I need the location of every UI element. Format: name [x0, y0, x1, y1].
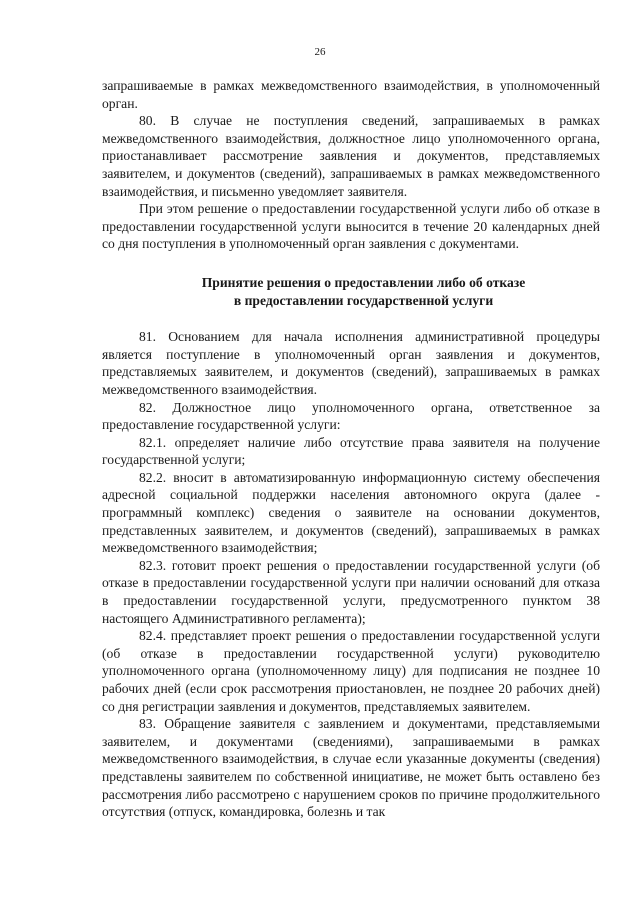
paragraph-82-2: 82.2. вносит в автоматизированную информационную систему обеспечения адресной социальной поддержки населения автономного округа (далее - программный комплекс) сведения о заявителе на основании документов, представленных заявителем, и документов (сведений), запрашиваемых в рамках межведомственного взаимодействия;: [102, 469, 600, 556]
section-heading-line-1: Принятие решения о предоставлении либо об отказе: [201, 274, 526, 290]
paragraph-82-3: 82.3. готовит проект решения о предоставлении государственной услуги (об отказе в предоставлении государственной услуги при наличии оснований для отказа в предоставлении государственной услуги, предусмотренного пунктом 38 настоящего Административного регламента);: [102, 557, 600, 626]
paragraph-80: 80. В случае не поступления сведений, запрашиваемых в рамках межведомственного взаимодействия, должностное лицо уполномоченного органа, приостанавливает рассмотрение заявления и документов, представляемых заявителем, и документов (сведений), запрашиваемых в рамках межведомственного взаимодействия, и письменно уведомляет заявителя.: [102, 113, 600, 199]
section-heading: [102, 274, 600, 309]
paragraph-continuation: запрашиваемые в рамках межведомственного взаимодействия, в уполномоченный орган.: [102, 78, 600, 111]
document-body: [102, 77, 600, 821]
paragraph-82-4: 82.4. представляет проект решения о предоставлении государственной услуги (об отказе в предоставлении государственной услуги) руководителю уполномоченного органа (уполномоченному лицу) для подписания не позднее 10 рабочих дней (если срок рассмотрения приостановлен, не позднее 20 рабочих дней) со дня регистрации заявления и документов, представляемых заявителем.: [102, 628, 600, 714]
paragraph-82-1: 82.1. определяет наличие либо отсутствие права заявителя на получение государственной услуги;: [102, 434, 600, 468]
page-number: 26: [314, 46, 326, 58]
paragraph-decision-term: При этом решение о предоставлении государственной услуги либо об отказе в предоставлении государственной услуги выносится в течение 20 календарных дней со дня поступления в уполномоченный орган заявления с документами.: [102, 201, 600, 252]
paragraph-83: 83. Обращение заявителя с заявлением и документами, представляемыми заявителем, и документами (сведениями), запрашиваемыми в рамках межведомственного взаимодействия, в случае если указанные документы (сведения) представлены заявителем по собственной инициативе, не может быть оставлено без рассмотрения либо рассмотрено с нарушением сроков по причине продолжительного отсутствия (отпуск, командировка, болезнь и так: [102, 716, 600, 820]
paragraph-82: 82. Должностное лицо уполномоченного органа, ответственное за предоставление государственной услуги:: [102, 399, 600, 433]
paragraph-81: 81. Основанием для начала исполнения административной процедуры является поступление в уполномоченный орган заявления и документов, представляемых заявителем, и документов (сведений), запрашиваемых в рамках межведомственного взаимодействия.: [102, 329, 600, 397]
section-heading-line-2: в предоставлении государственной услуги: [233, 292, 494, 308]
